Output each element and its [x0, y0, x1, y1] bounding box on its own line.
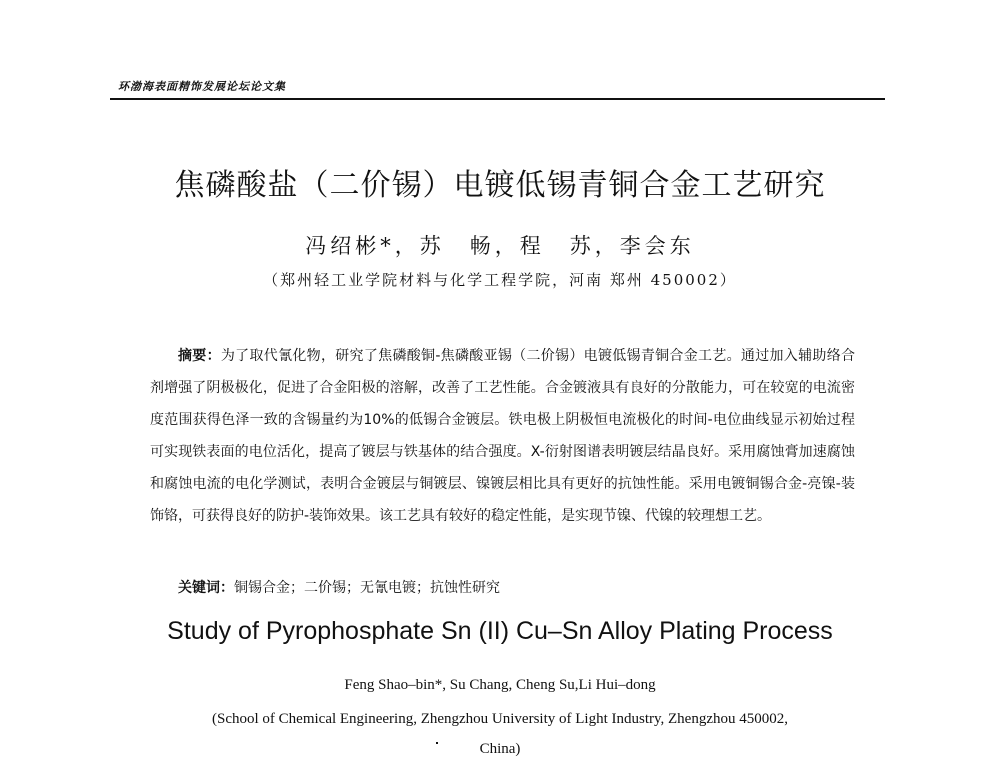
paper-title-chinese: 焦磷酸盐（二价锡）电镀低锡青铜合金工艺研究 — [174, 168, 826, 203]
running-header — [110, 78, 885, 100]
journal-title: 环渤海表面精饰发展论坛论文集 — [118, 80, 286, 93]
affiliation-english-line1: (School of Chemical Engineering, Zhengzhou University of Light Industry, Zhengzhou 450002, — [212, 711, 788, 727]
keywords-label: 关键词： — [178, 580, 234, 596]
abstract-label: 摘要： — [178, 348, 221, 364]
authors-chinese: 冯绍彬*，苏 畅，程 苏，李会东 — [305, 234, 695, 258]
affiliation-chinese: （郑州轻工业学院材料与化学工程学院，河南 郑州 450002） — [263, 271, 737, 289]
abstract-text: 为了取代氰化物，研究了焦磷酸铜-焦磷酸亚锡（二价锡）电镀低锡青铜合金工艺。通过加入辅助络合剂增强了阴极极化，促进了合金阳极的溶解，改善了工艺性能。合金镀液具有良好的分散能力，可在较宽的电流密度范围获得色泽一致的含锡量约为10%的低锡合金镀层。铁电极上阴极恒电流极化的时间-电位曲线显示初始过程可实现铁表面的电位活化，提高了镀层与铁基体的结合强度。X-衍射图谱表明镀层结晶良好。采用腐蚀膏加速腐蚀和腐蚀电流的电化学测试，表明合金镀层与铜镀层、镍镀层相比具有更好的抗蚀性能。采用电镀铜锡合金-亮镍-装饰铬，可获得良好的防护-装饰效果。该工艺具有较好的稳定性能，是实现节镍、代镍的较理想工艺。 — [150, 348, 855, 524]
keywords — [178, 577, 500, 597]
affiliation-english-line2: China) — [479, 741, 521, 757]
abstract — [150, 340, 855, 532]
keywords-text: 铜锡合金；二价锡；无氰电镀；抗蚀性研究 — [234, 580, 500, 596]
authors-english: Feng Shao–bin*, Su Chang, Cheng Su,Li Hui–dong — [344, 677, 656, 693]
paper-title-english: Study of Pyrophosphate Sn (II) Cu–Sn Alloy Plating Process — [167, 617, 833, 645]
